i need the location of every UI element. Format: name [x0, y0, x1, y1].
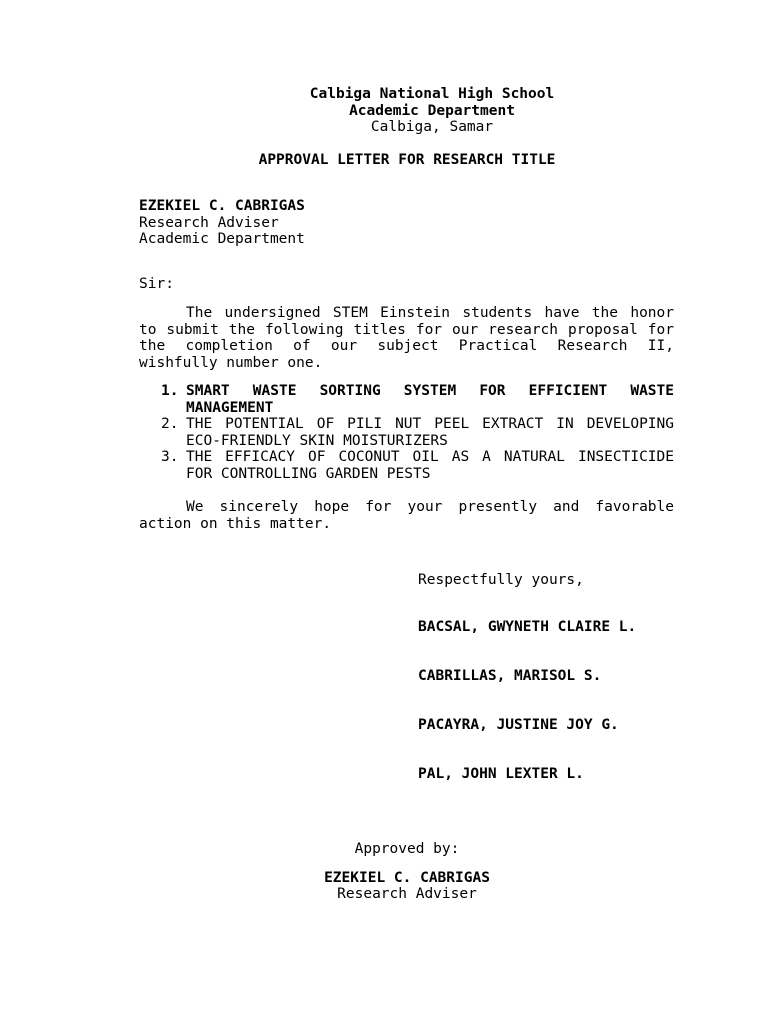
list-item: [139, 449, 674, 482]
school-location: Calbiga, Samar: [370, 119, 494, 136]
school-name: Calbiga National High School: [309, 86, 555, 102]
body-paragraph-2: [139, 499, 674, 532]
research-titles-list: [139, 383, 674, 483]
salutation: Sir:: [139, 276, 174, 292]
body-paragraph-1: [139, 305, 674, 371]
list-item-number: 1.: [161, 383, 179, 399]
letter-title: APPROVAL LETTER FOR RESEARCH TITLE: [258, 152, 556, 168]
approved-by-label: Approved by:: [354, 841, 460, 857]
signatory-name: BACSAL, GWYNETH CLAIRE L.: [418, 619, 637, 635]
recipient-position: Research Adviser: [139, 214, 279, 231]
approver-name: EZEKIEL C. CABRIGAS: [324, 869, 490, 886]
list-item: [139, 383, 674, 416]
body-paragraph-1-text: The undersigned STEM Einstein students have the honor to submit the following titles for our research proposal for the completion of our subject Practical Research II, wishfully number one.: [139, 305, 674, 371]
signatory-name: PAL, JOHN LEXTER L.: [418, 766, 584, 782]
letter-header: [100, 86, 764, 136]
approver-position: Research Adviser: [337, 886, 477, 903]
list-item-text: SMART WASTE SORTING SYSTEM FOR EFFICIENT WASTE MANAGEMENT: [186, 383, 674, 416]
approval-block: [100, 841, 714, 903]
list-item-text: THE EFFICACY OF COCONUT OIL AS A NATURAL INSECTICIDE FOR CONTROLLING GARDEN PESTS: [186, 449, 674, 482]
list-item: [139, 416, 674, 449]
list-item-number: 3.: [161, 449, 179, 466]
body-paragraph-2-text: We sincerely hope for your presently and favorable action on this matter.: [139, 499, 674, 532]
signatory-name: CABRILLAS, MARISOL S.: [418, 668, 602, 684]
department-name: Academic Department: [349, 102, 515, 119]
recipient-block: [139, 198, 305, 248]
list-item-number: 2.: [161, 416, 179, 433]
recipient-department: Academic Department: [139, 231, 305, 248]
recipient-name: EZEKIEL C. CABRIGAS: [139, 198, 305, 214]
list-item-text: THE POTENTIAL OF PILI NUT PEEL EXTRACT IN DEVELOPING ECO-FRIENDLY SKIN MOISTURIZERS: [186, 416, 674, 449]
signatory-name: PACAYRA, JUSTINE JOY G.: [418, 717, 619, 733]
closing-phrase: Respectfully yours,: [418, 572, 584, 588]
